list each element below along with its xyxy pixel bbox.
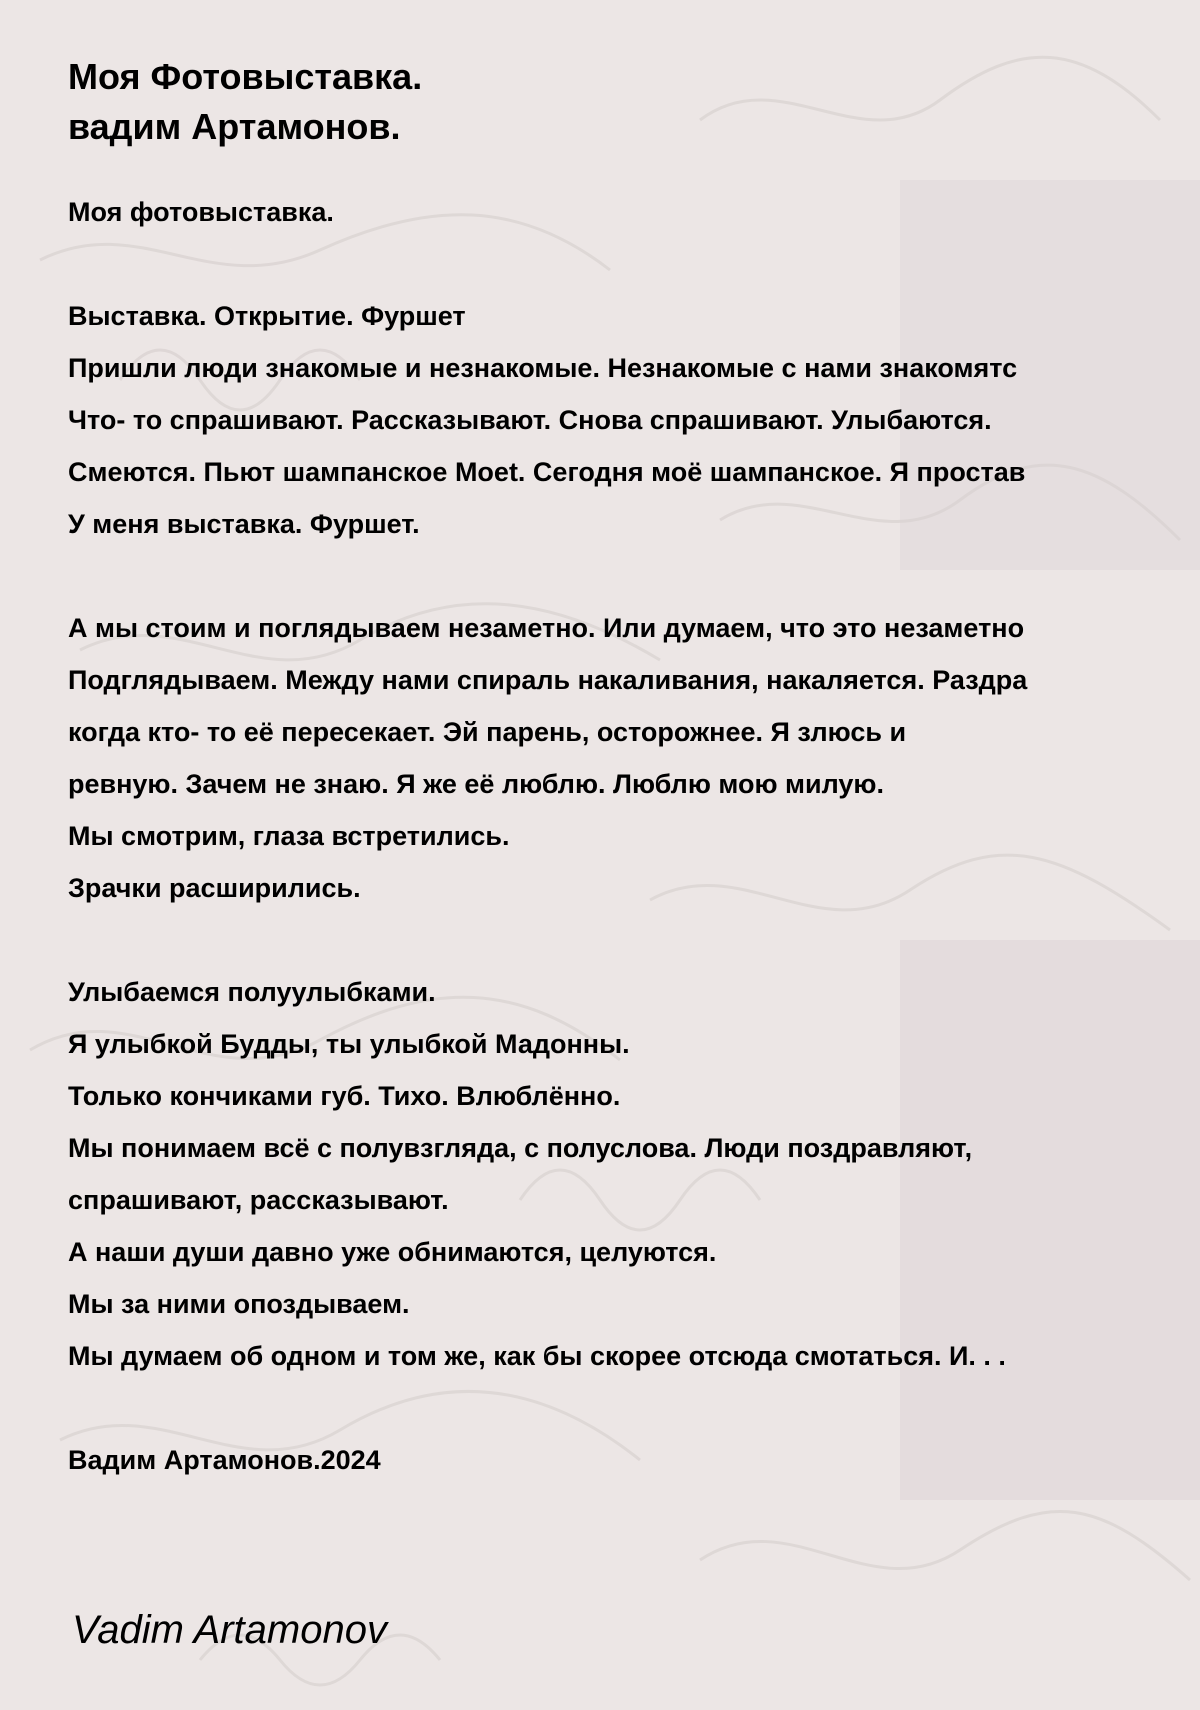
title-line-1: Моя Фотовыставка. [68,56,423,97]
poem-line: спрашивают, рассказывают. [68,1185,449,1215]
poem-line: Смеются. Пьют шампанское Moet. Сегодня моё шампанское. Я простав [68,457,1026,487]
poem-line: Мы за ними опоздываем. [68,1289,410,1319]
poem-line: Зрачки расширились. [68,873,361,903]
page-title [68,52,1200,152]
poem-line: Я улыбкой Будды, ты улыбкой Мадонны. [68,1029,630,1059]
poem-stanza-4 [68,966,1200,1382]
poem-line: А мы стоим и поглядываем незаметно. Или думаем, что это незаметно [68,613,1025,643]
poem-line: Мы думаем об одном и том же, как бы скорее отсюда смотаться. И. . . [68,1341,1006,1371]
poem-stanza-3 [68,602,1200,914]
poem-line: Выставка. Открытие. Фуршет [68,301,466,331]
poem-line: Только кончиками губ. Тихо. Влюблённо. [68,1081,621,1111]
poem-stanza-author [68,1434,1200,1486]
poem-line: У меня выставка. Фуршет. [68,509,420,539]
poem-stanza-1 [68,186,1200,238]
poem-line: А наши души давно уже обнимаются, целуются. [68,1237,717,1267]
poem-line: Мы понимаем всё с полувзгляда, с полуслова. Люди поздравляют, [68,1133,973,1163]
poem-line: Улыбаемся полуулыбками. [68,977,436,1007]
poem-line: Моя фотовыставка. [68,197,334,227]
poem-line: когда кто- то её пересекает. Эй парень, осторожнее. Я злюсь и [68,717,907,747]
poem-line: Подглядываем. Между нами спираль накаливания, накаляется. Раздра [68,665,1028,695]
poem-stanza-2 [68,290,1200,550]
author-signature: Vadim Artamonov [72,1608,387,1652]
poem-text [68,186,1200,1486]
poem-author-line: Вадим Артамонов.2024 [68,1445,381,1475]
poem-line: Что- то спрашивают. Рассказывают. Снова спрашивают. Улыбаются. [68,405,992,435]
title-line-2: вадим Артамонов. [68,106,401,147]
poem-line: Пришли люди знакомые и незнакомые. Незнакомые с нами знакомятс [68,353,1018,383]
poem-line: ревную. Зачем не знаю. Я же её люблю. Люблю мою милую. [68,769,884,799]
poem-line: Мы смотрим, глаза встретились. [68,821,510,851]
